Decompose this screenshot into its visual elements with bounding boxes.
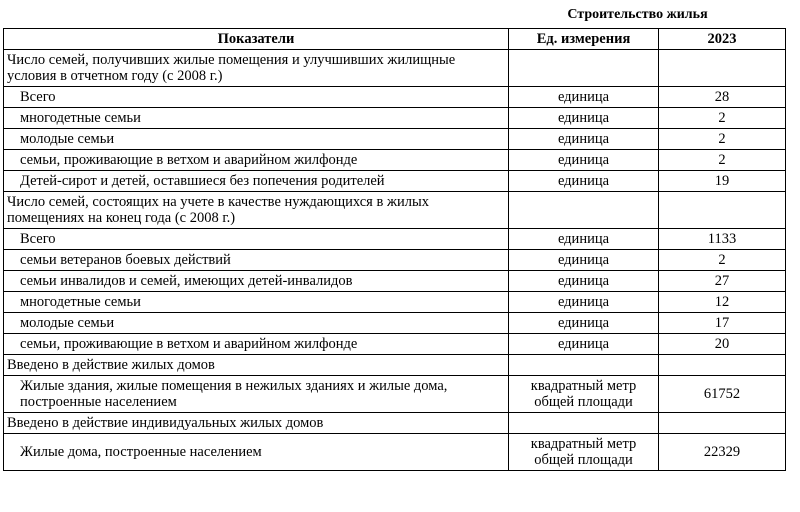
unit-cell: единица	[509, 171, 659, 192]
value-cell	[659, 355, 786, 376]
indicator-cell: семьи инвалидов и семей, имеющих детей-инвалидов	[4, 271, 509, 292]
indicator-cell: многодетные семьи	[4, 108, 509, 129]
value-cell: 19	[659, 171, 786, 192]
indicator-cell: молодые семьи	[4, 129, 509, 150]
table-row	[4, 171, 786, 192]
value-cell: 28	[659, 87, 786, 108]
indicator-cell: Число семей, состоящих на учете в качестве нуждающихся в жилых помещениях на конец года (с 2008 г.)	[4, 192, 509, 229]
unit-cell: единица	[509, 334, 659, 355]
value-cell: 12	[659, 292, 786, 313]
table-body	[4, 50, 786, 471]
table-row	[4, 376, 786, 413]
indicator-cell: семьи, проживающие в ветхом и аварийном жилфонде	[4, 150, 509, 171]
header-year: 2023	[659, 29, 786, 50]
caption-text: Строительство жилья	[567, 7, 708, 22]
section-row	[4, 355, 786, 376]
value-cell: 2	[659, 129, 786, 150]
unit-cell: единица	[509, 150, 659, 171]
indicator-cell: Число семей, получивших жилые помещения и улучшивших жилищные условия в отчетном году (с 2008 г.)	[4, 50, 509, 87]
table-row	[4, 229, 786, 250]
unit-cell: единица	[509, 129, 659, 150]
section-row	[4, 413, 786, 434]
section-row	[4, 192, 786, 229]
unit-cell: единица	[509, 313, 659, 334]
table-row	[4, 87, 786, 108]
unit-cell: единица	[509, 250, 659, 271]
section-row	[4, 50, 786, 87]
unit-cell: квадратный метр общей площади	[509, 376, 659, 413]
unit-cell: единица	[509, 87, 659, 108]
header-indicator: Показатели	[4, 29, 509, 50]
value-cell: 20	[659, 334, 786, 355]
table-row	[4, 434, 786, 471]
housing-table	[3, 28, 786, 471]
table-row	[4, 250, 786, 271]
table-row	[4, 108, 786, 129]
indicator-cell: Всего	[4, 229, 509, 250]
indicator-cell: Всего	[4, 87, 509, 108]
table-row	[4, 271, 786, 292]
indicator-cell: Введено в действие индивидуальных жилых домов	[4, 413, 509, 434]
value-cell: 1133	[659, 229, 786, 250]
indicator-cell: многодетные семьи	[4, 292, 509, 313]
table-row	[4, 334, 786, 355]
value-cell: 2	[659, 250, 786, 271]
indicator-cell: Жилые дома, построенные населением	[4, 434, 509, 471]
value-cell	[659, 192, 786, 229]
header-unit: Ед. измерения	[509, 29, 659, 50]
unit-cell: единица	[509, 229, 659, 250]
indicator-cell: Жилые здания, жилые помещения в нежилых зданиях и жилые дома, построенные населением	[4, 376, 509, 413]
value-cell: 2	[659, 150, 786, 171]
unit-cell: квадратный метр общей площади	[509, 434, 659, 471]
table-row	[4, 292, 786, 313]
table-row	[4, 129, 786, 150]
value-cell: 27	[659, 271, 786, 292]
unit-cell: единица	[509, 292, 659, 313]
unit-cell	[509, 192, 659, 229]
unit-cell: единица	[509, 108, 659, 129]
table-row	[4, 150, 786, 171]
unit-cell	[509, 413, 659, 434]
value-cell: 17	[659, 313, 786, 334]
value-cell	[659, 413, 786, 434]
indicator-cell: семьи, проживающие в ветхом и аварийном жилфонде	[4, 334, 509, 355]
value-cell: 22329	[659, 434, 786, 471]
header-row	[4, 29, 786, 50]
table-row	[4, 313, 786, 334]
indicator-cell: молодые семьи	[4, 313, 509, 334]
unit-cell	[509, 355, 659, 376]
indicator-cell: семьи ветеранов боевых действий	[4, 250, 509, 271]
value-cell: 2	[659, 108, 786, 129]
unit-cell: единица	[509, 271, 659, 292]
indicator-cell: Детей-сирот и детей, оставшиеся без попечения родителей	[4, 171, 509, 192]
indicator-cell: Введено в действие жилых домов	[4, 355, 509, 376]
value-cell: 61752	[659, 376, 786, 413]
unit-cell	[509, 50, 659, 87]
value-cell	[659, 50, 786, 87]
